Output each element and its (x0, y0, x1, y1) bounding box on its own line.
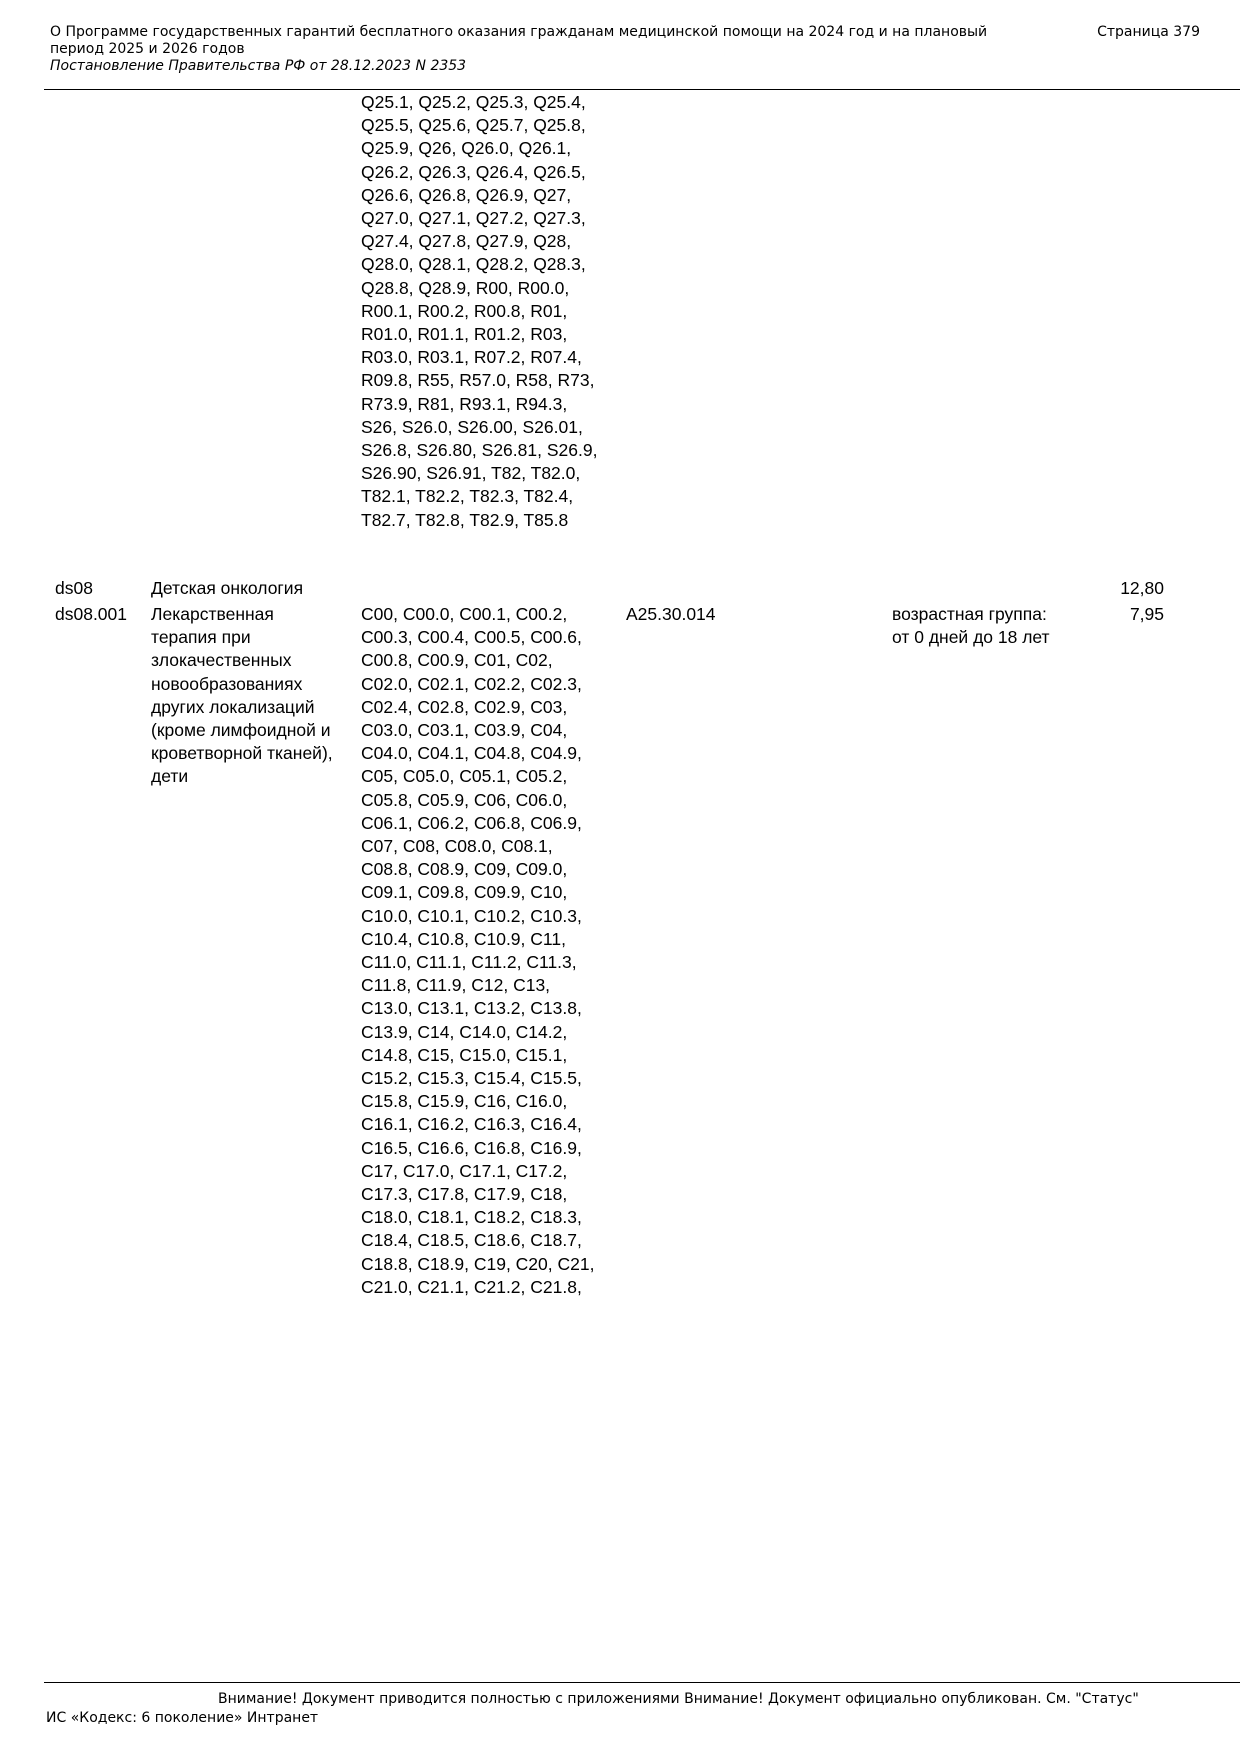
item-coefficient: 7,95 (1129, 604, 1164, 624)
code-line: C18.4, C18.5, C18.6, C18.7, (361, 1230, 582, 1251)
name-line: кроветворной тканей), (151, 743, 333, 764)
code-line: T82.1, T82.2, T82.3, T82.4, (361, 486, 574, 507)
name-line: терапия при (151, 627, 251, 648)
header-divider (44, 89, 1240, 90)
name-line: Лекарственная (151, 604, 274, 624)
name-line: новообразованиях (151, 673, 303, 694)
code-line: R03.0, R03.1, R07.2, R07.4, (361, 347, 582, 368)
code-line: C08.8, C08.9, C09, C09.0, (361, 859, 568, 880)
name-line: злокачественных (151, 650, 292, 671)
code-line: C00.8, C00.9, C01, C02, (361, 650, 553, 671)
code-line: C17, C17.0, C17.1, C17.2, (361, 1160, 568, 1181)
code-line: Q28.8, Q28.9, R00, R00.0, (361, 277, 570, 298)
code-line: C00.3, C00.4, C00.5, C00.6, (361, 627, 582, 648)
code-line: C13.9, C14, C14.0, C14.2, (361, 1021, 568, 1042)
footer-notice: Внимание! Документ приводится полностью с приложениями Внимание! Документ официально опубликован. См. "Статус" (218, 1691, 1139, 1707)
code-line: C05, C05.0, C05.1, C05.2, (361, 766, 568, 787)
code-line: Q25.1, Q25.2, Q25.3, Q25.4, (361, 92, 586, 112)
group-name: Детская онкология (151, 578, 304, 598)
code-line: C02.4, C02.8, C02.9, C03, (361, 696, 568, 717)
code-line: R01.0, R01.1, R01.2, R03, (361, 324, 568, 345)
code-line: Q27.0, Q27.1, Q27.2, Q27.3, (361, 208, 586, 229)
code-line: Q25.5, Q25.6, Q25.7, Q25.8, (361, 115, 586, 136)
group-coefficient: 12,80 (1120, 578, 1164, 598)
code-line: R00.1, R00.2, R00.8, R01, (361, 300, 568, 321)
code-line: C03.0, C03.1, C03.9, C04, (361, 720, 568, 741)
footer-divider (44, 1682, 1240, 1683)
code-line: Q26.6, Q26.8, Q26.9, Q27, (361, 184, 572, 205)
code-line: C11.8, C11.9, C12, C13, (361, 975, 551, 996)
code-line: C07, C08, C08.0, C08.1, (361, 836, 553, 857)
criteria-line: от 0 дней до 18 лет (892, 627, 1050, 648)
code-line: C16.5, C16.6, C16.8, C16.9, (361, 1137, 582, 1158)
name-line: (кроме лимфоидной и (151, 720, 331, 741)
code-line: C15.8, C15.9, C16, C16.0, (361, 1091, 568, 1112)
code-line: C05.8, C05.9, C06, C06.0, (361, 789, 568, 810)
code-line: R73.9, R81, R93.1, R94.3, (361, 393, 568, 414)
code-line: C09.1, C09.8, C09.9, C10, (361, 882, 568, 903)
code-line: C02.0, C02.1, C02.2, C02.3, (361, 673, 582, 694)
item-name (151, 603, 359, 789)
code-line: C15.2, C15.3, C15.4, C15.5, (361, 1068, 582, 1089)
item-diagnosis-codes (361, 603, 631, 1299)
code-line: C04.0, C04.1, C04.8, C04.9, (361, 743, 582, 764)
item-code: ds08.001 (55, 604, 128, 624)
code-line: C10.4, C10.8, C10.9, C11, (361, 928, 566, 949)
name-line: дети (151, 766, 189, 787)
code-line: S26, S26.0, S26.00, S26.01, (361, 416, 583, 437)
code-line: R09.8, R55, R57.0, R58, R73, (361, 370, 595, 391)
criteria-line: возрастная группа: (892, 604, 1047, 624)
code-line: Q28.0, Q28.1, Q28.2, Q28.3, (361, 254, 586, 275)
group-code: ds08 (55, 578, 93, 598)
document-subtitle: Постановление Правительства РФ от 28.12.2023 N 2353 (50, 58, 467, 74)
code-line: C16.1, C16.2, C16.3, C16.4, (361, 1114, 582, 1135)
continued-diagnosis-codes (361, 91, 631, 532)
code-line: Q25.9, Q26, Q26.0, Q26.1, (361, 138, 572, 159)
code-line: C18.8, C18.9, C19, C20, C21, (361, 1253, 595, 1274)
code-line: Q26.2, Q26.3, Q26.4, Q26.5, (361, 161, 586, 182)
item-criteria (892, 603, 1092, 649)
code-line: S26.8, S26.80, S26.81, S26.9, (361, 440, 598, 461)
code-line: C18.0, C18.1, C18.2, C18.3, (361, 1207, 582, 1228)
code-line: C06.1, C06.2, C06.8, C06.9, (361, 812, 582, 833)
name-line: других локализаций (151, 696, 315, 717)
code-line: T82.7, T82.8, T82.9, T85.8 (361, 509, 569, 530)
document-title: О Программе государственных гарантий бесплатного оказания гражданам медицинской помощи на 2024 год и на плановый период 2025 и 2026 годов (50, 24, 988, 57)
code-line: C13.0, C13.1, C13.2, C13.8, (361, 998, 582, 1019)
code-line: C14.8, C15, C15.0, C15.1, (361, 1044, 568, 1065)
page-number: Страница 379 (1097, 24, 1200, 40)
item-service-code: A25.30.014 (626, 604, 716, 624)
code-line: C11.0, C11.1, C11.2, C11.3, (361, 952, 577, 973)
code-line: C10.0, C10.1, C10.2, C10.3, (361, 905, 582, 926)
code-line: C21.0, C21.1, C21.2, C21.8, (361, 1276, 582, 1297)
code-line: C00, C00.0, C00.1, C00.2, (361, 604, 568, 624)
footer-source: ИС «Кодекс: 6 поколение» Интранет (46, 1710, 319, 1726)
code-line: Q27.4, Q27.8, Q27.9, Q28, (361, 231, 572, 252)
code-line: S26.90, S26.91, T82, T82.0, (361, 463, 581, 484)
code-line: C17.3, C17.8, C17.9, C18, (361, 1184, 568, 1205)
